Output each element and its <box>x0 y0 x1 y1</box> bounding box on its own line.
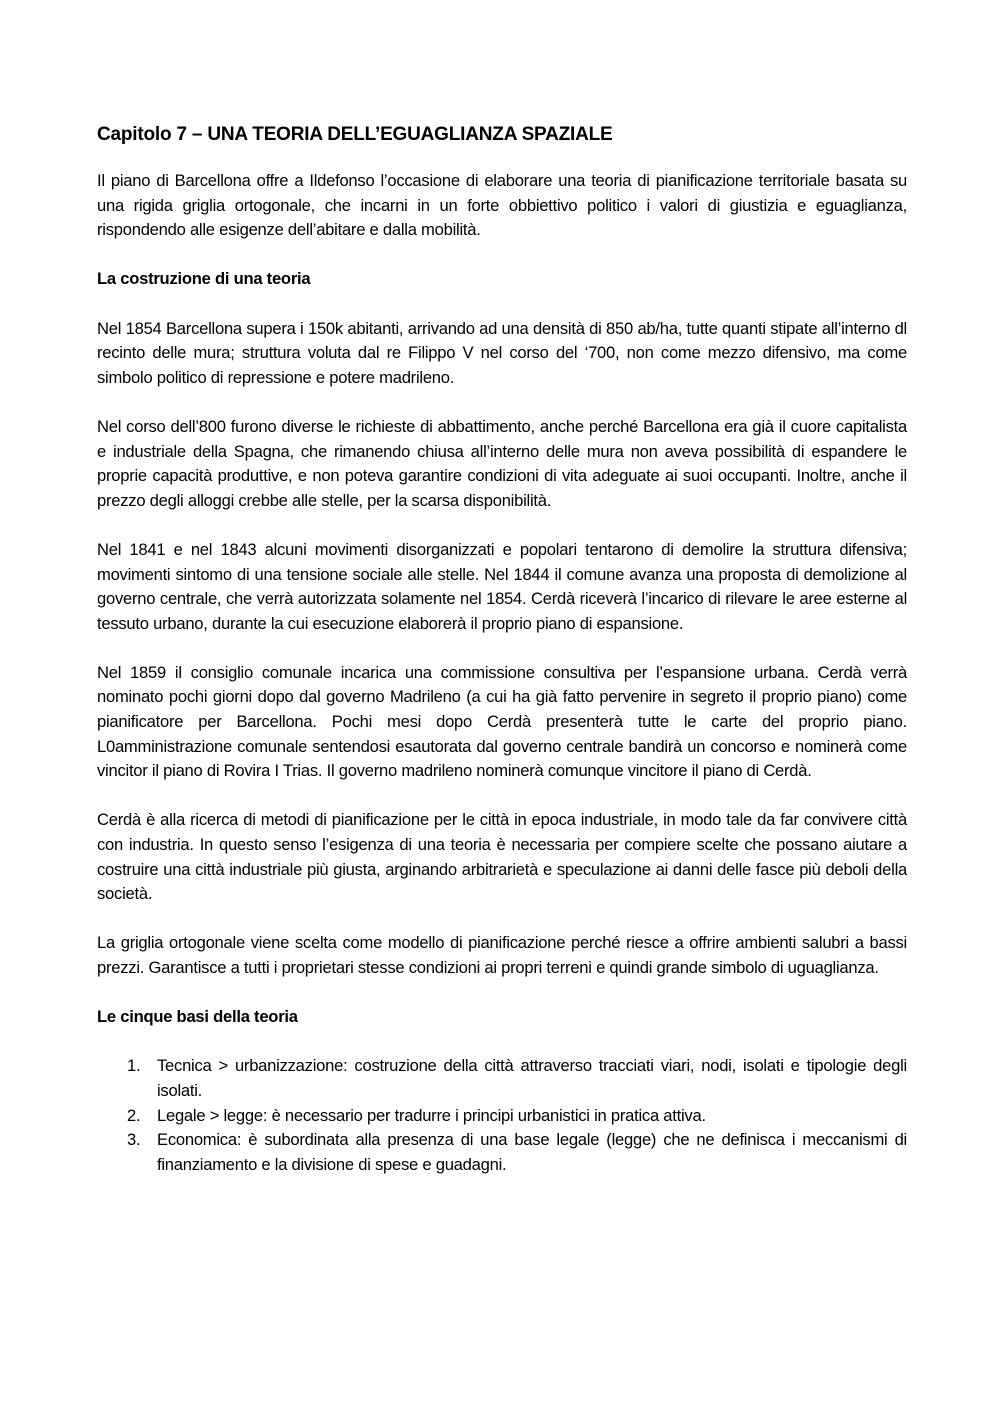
section-title-cinque-basi: Le cinque basi della teoria <box>97 1007 298 1027</box>
chapter-title: Capitolo 7 – UNA TEORIA DELL’EGUAGLIANZA SPAZIALE <box>97 124 613 145</box>
list-item-number: 3. <box>127 1130 141 1150</box>
section-title-costruzione: La costruzione di una teoria <box>97 269 311 289</box>
document-page <box>97 120 907 1177</box>
paragraph-griglia: La griglia ortogonale viene scelta come modello di pianificazione perché riesce a offrire ambienti salubri a bassi prezzi. Garantisce a tutti i proprietari stesse condizioni ai propri terreni e quindi grande simbolo di uguaglianza. <box>97 933 907 977</box>
paragraph-1841: Nel 1841 e nel 1843 alcuni movimenti disorganizzati e popolari tentarono di demolire la struttura difensiva; movimenti sintomo di una tensione sociale alle stelle. Nel 1844 il comune avanza una proposta di demolizione al governo centrale, che verrà autorizzata solamente nel 1854. Cerdà riceverà l’incarico di rilevare le aree esterne al tessuto urbano, durante la cui esecuzione elaborerà il proprio piano di espansione. <box>97 539 907 633</box>
list-item-number: 1. <box>127 1056 141 1076</box>
paragraph-cerda-ricerca: Cerdà è alla ricerca di metodi di pianificazione per le città in epoca industriale, in modo tale da far convivere città con industria. In questo senso l’esigenza di una teoria è necessaria per compiere scelte che possano aiutare a costruire una città industriale più giusta, arginando arbitrarietà e speculazione ai danni delle fasce più deboli della società. <box>97 810 907 904</box>
list-item-text: Economica: è subordinata alla presenza di una base legale (legge) che ne definisca i meccanismi di finanziamento e la divisione di spese e guadagni. <box>157 1130 907 1174</box>
intro-paragraph: Il piano di Barcellona offre a Ildefonso l’occasione di elaborare una teoria di pianificazione territoriale basata su una rigida griglia ortogonale, che incarni in un forte obbiettivo politico i valori di giustizia e eguaglianza, rispondendo alle esigenze dell’abitare e dalla mobilità. <box>97 171 907 240</box>
paragraph-1854: Nel 1854 Barcellona supera i 150k abitanti, arrivando ad una densità di 850 ab/ha, tutte quanti stipate all’interno dl recinto delle mura; struttura voluta dal re Filippo V nel corso del ‘700, non come mezzo difensivo, ma come simbolo politico di repressione e potere madrileno. <box>97 318 907 387</box>
list-item <box>97 1104 907 1129</box>
paragraph-1859: Nel 1859 il consiglio comunale incarica una commissione consultiva per l’espansione urbana. Cerdà verrà nominato pochi giorni dopo dal governo Madrileno (a cui ha già fatto pervenire in segreto il proprio piano) come pianificatore per Barcellona. Pochi mesi dopo Cerdà presenterà tutte le carte del proprio piano. L0amministrazione comunale sentendosi esautorata dal governo centrale bandirà un concorso e nominerà come vincitor il piano di Rovira I Trias. Il governo madrileno nominerà comunque vincitore il piano di Cerdà. <box>97 662 907 781</box>
paragraph-800: Nel corso dell’800 furono diverse le richieste di abbattimento, anche perché Barcellona era già il cuore capitalista e industriale della Spagna, che rimanendo chiusa all’interno delle mura non aveva possibilità di espandere le proprie capacità produttive, e non poteva garantire condizioni di vita adeguate ai suoi occupanti. Inoltre, anche il prezzo degli alloggi crebbe alle stelle, per la scarsa disponibilità. <box>97 416 907 510</box>
list-item-number: 2. <box>127 1105 141 1125</box>
list-item-text: Legale > legge: è necessario per tradurre i principi urbanistici in pratica attiva. <box>157 1105 706 1125</box>
bases-list <box>97 1054 907 1177</box>
list-item <box>97 1054 907 1103</box>
list-item-text: Tecnica > urbanizzazione: costruzione della città attraverso tracciati viari, nodi, isolati e tipologie degli isolati. <box>157 1056 907 1100</box>
list-item <box>97 1128 907 1177</box>
